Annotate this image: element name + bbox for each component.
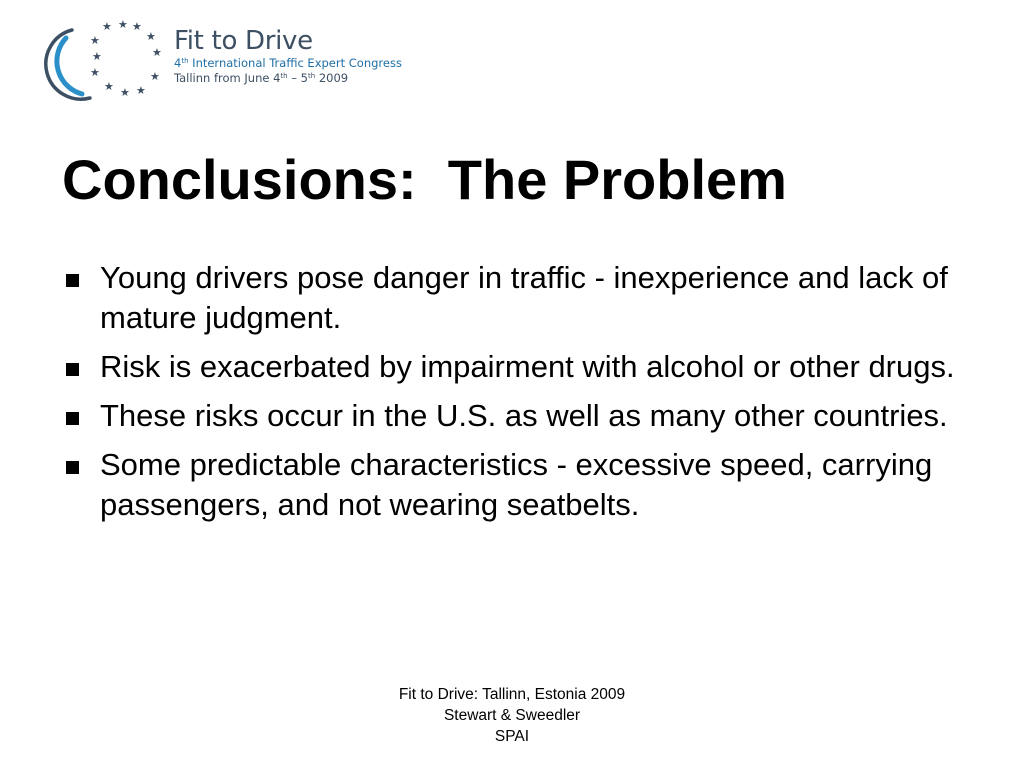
dates-year: 2009 <box>315 71 349 85</box>
footer-line-authors: Stewart & Sweedler <box>443 707 581 724</box>
footer-line-event: Fit to Drive: Tallinn, Estonia 2009 <box>398 686 626 703</box>
logo-star: ★ <box>90 34 100 47</box>
slide-footer <box>332 684 692 747</box>
congress-logo <box>42 18 422 104</box>
footer-line-org: SPAI <box>494 728 530 745</box>
logo-star: ★ <box>104 80 114 93</box>
dates-start-suffix: th <box>280 72 288 80</box>
dates-mid: – 5 <box>287 71 308 85</box>
bullet-text: Risk is exacerbated by impairment with alcohol or other drugs. <box>100 349 955 384</box>
congress-ordinal: 4 <box>174 56 182 70</box>
bullet-item <box>62 347 982 387</box>
logo-text-block <box>174 26 422 86</box>
logo-congress-line <box>174 56 422 71</box>
logo-star: ★ <box>152 46 162 59</box>
logo-star: ★ <box>92 50 102 63</box>
bullet-text: Some predictable characteristics - excessive speed, carrying passengers, and not wearing seatbelts. <box>100 447 933 522</box>
dates-prefix: Tallinn from June 4 <box>174 71 281 85</box>
bullet-list <box>62 258 982 534</box>
dates-end-suffix: th <box>308 72 316 80</box>
logo-ring-inner-arc <box>67 36 86 86</box>
logo-star: ★ <box>132 20 142 33</box>
bullet-text: These risks occur in the U.S. as well as many other countries. <box>100 398 948 433</box>
bullet-item <box>62 258 982 338</box>
logo-star: ★ <box>136 84 146 97</box>
logo-star: ★ <box>90 66 100 79</box>
square-bullet-icon <box>66 412 79 425</box>
logo-title: Fit to Drive <box>174 26 313 56</box>
logo-star: ★ <box>146 30 156 43</box>
square-bullet-icon <box>66 461 79 474</box>
logo-star: ★ <box>150 70 160 83</box>
logo-star: ★ <box>118 18 128 31</box>
slide-title: Conclusions: The Problem <box>62 148 787 211</box>
logo-star: ★ <box>102 20 112 33</box>
bullet-item <box>62 396 982 436</box>
logo-ring-arc-accent <box>57 38 82 94</box>
congress-ordinal-suffix: th <box>181 57 189 65</box>
congress-name: International Traffic Expert Congress <box>188 56 402 70</box>
bullet-item <box>62 445 982 525</box>
bullet-text: Young drivers pose danger in traffic - inexperience and lack of mature judgment. <box>100 260 948 335</box>
eu-star-ring-logo-icon <box>42 18 170 104</box>
square-bullet-icon <box>66 274 79 287</box>
square-bullet-icon <box>66 363 79 376</box>
logo-stars <box>90 18 162 99</box>
logo-dates-line <box>174 71 422 86</box>
logo-star: ★ <box>120 86 130 99</box>
